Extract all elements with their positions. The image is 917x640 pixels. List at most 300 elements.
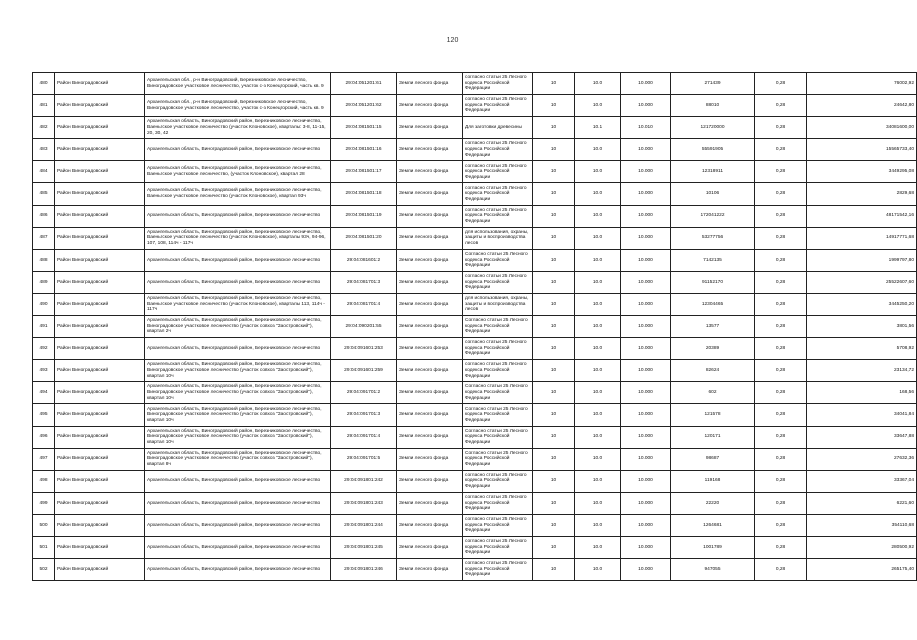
rate-cell: 0,28 [755,514,807,536]
row-number-cell: 498 [33,470,55,492]
rate-cell: 0,28 [755,293,807,315]
district-cell: Район Виноградовский [55,470,145,492]
coefficient-1-cell: 10 [533,227,575,249]
land-category-cell: Земли лесного фонда [397,205,463,227]
coefficient-3-cell: 10.000 [621,205,671,227]
address-cell: Архангельская область, Виноградовский район, Березниковское лесничество [145,249,331,271]
cadastral-number-cell: 29:04:051201:62 [331,95,397,117]
table-row [33,360,917,382]
rate-cell: 0,28 [755,249,807,271]
coefficient-3-cell: 10.000 [621,448,671,470]
district-cell: Район Виноградовский [55,426,145,448]
district-cell: Район Виноградовский [55,338,145,360]
district-cell: Район Виноградовский [55,205,145,227]
coefficient-2-cell: 10.0 [575,271,621,293]
address-cell: Архангельская область, Виноградовский район, Березниковское лесничество, Виноградовское участковое лесничество (участок совхоз "Заостровский"), квартал 10ч [145,426,331,448]
cadastral-value-cell: 34081600,00 [807,117,917,139]
area-sq-m-cell: 98687 [671,448,755,470]
cadastral-number-cell: 29:04:051201:61 [331,73,397,95]
table-row [33,183,917,205]
area-sq-m-cell: 120171 [671,426,755,448]
rate-cell: 0,28 [755,338,807,360]
page-number: 120 [446,37,459,44]
rate-cell: 0,28 [755,470,807,492]
coefficient-2-cell: 10.0 [575,249,621,271]
row-number-cell: 488 [33,249,55,271]
cadastral-value-cell: 5708,92 [807,338,917,360]
coefficient-2-cell: 10.0 [575,183,621,205]
land-registry-table [32,72,917,581]
address-cell: Архангельская область, Виноградовский район, Березниковское лесничество [145,338,331,360]
table-row [33,338,917,360]
cadastral-number-cell: 29:04:091801:244 [331,514,397,536]
cadastral-number-cell: 29:04:091701:4 [331,426,397,448]
area-sq-m-cell: 1001789 [671,536,755,558]
area-sq-m-cell: 55591905 [671,139,755,161]
area-sq-m-cell: 88010 [671,95,755,117]
coefficient-2-cell: 10.0 [575,139,621,161]
coefficient-2-cell: 10.0 [575,536,621,558]
cadastral-number-cell: 29:04:091601:259 [331,360,397,382]
cadastral-value-cell: 76002,92 [807,73,917,95]
coefficient-1-cell: 10 [533,205,575,227]
coefficient-1-cell: 10 [533,338,575,360]
coefficient-3-cell: 10.000 [621,559,671,581]
coefficient-3-cell: 10.000 [621,360,671,382]
coefficient-3-cell: 10.000 [621,382,671,404]
coefficient-2-cell: 10.0 [575,404,621,426]
cadastral-number-cell: 29:04:081701:4 [331,293,397,315]
cadastral-value-cell: 3445250,20 [807,293,917,315]
table-row [33,249,917,271]
district-cell: Район Виноградовский [55,514,145,536]
permitted-use-cell: согласно статьи 25 Лесного кодекса Российской Федерации [463,360,533,382]
address-cell: Архангельская область, Виноградовский район, Березниковское лесничество, Виноградовское участковое лесничество (участок совхоз "Заостровский"), квартал 10ч [145,360,331,382]
row-number-cell: 495 [33,404,55,426]
district-cell: Район Виноградовский [55,404,145,426]
row-number-cell: 500 [33,514,55,536]
land-category-cell: Земли лесного фонда [397,293,463,315]
permitted-use-cell: Согласно статьи 25 Лесного кодекса Российской Федерации [463,448,533,470]
district-cell: Район Виноградовский [55,227,145,249]
address-cell: Архангельская область, Виноградовский район, Березниковское лесничество [145,492,331,514]
area-sq-m-cell: 271439 [671,73,755,95]
rate-cell: 0,28 [755,316,807,338]
cadastral-number-cell: 29:04:081701:3 [331,271,397,293]
rate-cell: 0,28 [755,360,807,382]
cadastral-value-cell: 354110,68 [807,514,917,536]
land-category-cell: Земли лесного фонда [397,139,463,161]
cadastral-value-cell: 15565733,40 [807,139,917,161]
table-row [33,382,917,404]
cadastral-number-cell: 29:04:091701:5 [331,448,397,470]
coefficient-2-cell: 10.0 [575,316,621,338]
coefficient-1-cell: 10 [533,316,575,338]
rate-cell: 0,28 [755,95,807,117]
coefficient-3-cell: 10.000 [621,161,671,183]
coefficient-3-cell: 10.000 [621,249,671,271]
row-number-cell: 496 [33,426,55,448]
district-cell: Район Виноградовский [55,249,145,271]
land-category-cell: Земли лесного фонда [397,249,463,271]
permitted-use-cell: согласно статьи 25 Лесного кодекса Российской Федерации [463,271,533,293]
cadastral-number-cell: 29:04:091701:3 [331,404,397,426]
area-sq-m-cell: 121720000 [671,117,755,139]
permitted-use-cell: согласно статьи 25 Лесного кодекса Российской Федерации [463,73,533,95]
cadastral-value-cell: 48171542,16 [807,205,917,227]
row-number-cell: 481 [33,95,55,117]
coefficient-3-cell: 10.000 [621,492,671,514]
row-number-cell: 490 [33,293,55,315]
address-cell: Архангельская область, Виноградовский район, Березниковское лесничество, Ваеньгское участковое лесничество, (участок Клоновское), квартал 28 [145,161,331,183]
rate-cell: 0,28 [755,382,807,404]
table-row [33,293,917,315]
row-number-cell: 491 [33,316,55,338]
area-sq-m-cell: 602 [671,382,755,404]
cadastral-number-cell: 29:04:081501:17 [331,161,397,183]
district-cell: Район Виноградовский [55,559,145,581]
district-cell: Район Виноградовский [55,293,145,315]
area-sq-m-cell: 22220 [671,492,755,514]
coefficient-3-cell: 10.000 [621,227,671,249]
district-cell: Район Виноградовский [55,448,145,470]
cadastral-number-cell: 29:04:081501:15 [331,117,397,139]
coefficient-2-cell: 10.0 [575,205,621,227]
rate-cell: 0,28 [755,559,807,581]
coefficient-1-cell: 10 [533,382,575,404]
coefficient-1-cell: 10 [533,404,575,426]
row-number-cell: 499 [33,492,55,514]
permitted-use-cell: для использования, охраны, защиты и воспроизводства лесов [463,293,533,315]
coefficient-2-cell: 10.1 [575,117,621,139]
land-category-cell: Земли лесного фонда [397,338,463,360]
table-body [33,73,917,581]
area-sq-m-cell: 172041222 [671,205,755,227]
coefficient-2-cell: 10.0 [575,470,621,492]
table-row [33,536,917,558]
area-sq-m-cell: 12318911 [671,161,755,183]
permitted-use-cell: согласно статьи 25 Лесного кодекса Российской Федерации [463,183,533,205]
area-sq-m-cell: 53277756 [671,227,755,249]
land-category-cell: Земли лесного фонда [397,492,463,514]
permitted-use-cell: согласно статьи 25 Лесного кодекса Российской Федерации [463,95,533,117]
coefficient-1-cell: 10 [533,161,575,183]
area-sq-m-cell: 12304465 [671,293,755,315]
coefficient-3-cell: 10.000 [621,404,671,426]
coefficient-1-cell: 10 [533,536,575,558]
table-row [33,316,917,338]
area-sq-m-cell: 121578 [671,404,755,426]
coefficient-1-cell: 10 [533,139,575,161]
permitted-use-cell: согласно статьи 25 Лесного кодекса Российской Федерации [463,338,533,360]
cadastral-value-cell: 2829,68 [807,183,917,205]
row-number-cell: 497 [33,448,55,470]
land-category-cell: Земли лесного фонда [397,448,463,470]
address-cell: Архангельская область, Виноградовский район, Березниковское лесничество, Виноградовское участковое лесничество (участок совхоз "Заостровский"), квартал 8ч [145,448,331,470]
district-cell: Район Виноградовский [55,360,145,382]
coefficient-3-cell: 10.000 [621,316,671,338]
cadastral-value-cell: 3449295,08 [807,161,917,183]
coefficient-1-cell: 10 [533,183,575,205]
permitted-use-cell: согласно статьи 25 Лесного кодекса Российской Федерации [463,161,533,183]
cadastral-number-cell: 29:04:091801:242 [331,470,397,492]
land-category-cell: Земли лесного фонда [397,536,463,558]
land-category-cell: Земли лесного фонда [397,183,463,205]
table-row [33,514,917,536]
area-sq-m-cell: 10106 [671,183,755,205]
district-cell: Район Виноградовский [55,271,145,293]
cadastral-number-cell: 29:04:091801:243 [331,492,397,514]
row-number-cell: 501 [33,536,55,558]
row-number-cell: 480 [33,73,55,95]
table-row [33,227,917,249]
district-cell: Район Виноградовский [55,117,145,139]
district-cell: Район Виноградовский [55,73,145,95]
land-category-cell: Земли лесного фонда [397,470,463,492]
land-category-cell: Земли лесного фонда [397,227,463,249]
address-cell: Архангельская область, Виноградовский район, Березниковское лесничество, Ваеньгское участковое лесничество (участок Клоновское), кварталы 113, 114ч - 117ч [145,293,331,315]
permitted-use-cell: Согласно статьи 25 Лесного кодекса Российской Федерации [463,249,533,271]
cadastral-number-cell: 29:04:091701:2 [331,382,397,404]
permitted-use-cell: согласно статьи 25 Лесного кодекса Российской Федерации [463,470,533,492]
land-category-cell: Земли лесного фонда [397,514,463,536]
coefficient-2-cell: 10.0 [575,338,621,360]
coefficient-2-cell: 10.0 [575,559,621,581]
table-row [33,404,917,426]
table-row [33,161,917,183]
area-sq-m-cell: 20389 [671,338,755,360]
rate-cell: 0,28 [755,404,807,426]
permitted-use-cell: согласно статьи 25 Лесного кодекса Российской Федерации [463,559,533,581]
cadastral-value-cell: 14917771,68 [807,227,917,249]
district-cell: Район Виноградовский [55,382,145,404]
cadastral-number-cell: 29:04:091601:253 [331,338,397,360]
address-cell: Архангельская область, Виноградовский район, Березниковское лесничество [145,139,331,161]
address-cell: Архангельская область, Виноградовский район, Березниковское лесничество, Ваеньгское участковое лесничество (участок Клоновское), кварталы 93ч, 94-96, 107, 108, 114ч - 117ч [145,227,331,249]
land-category-cell: Земли лесного фонда [397,426,463,448]
row-number-cell: 487 [33,227,55,249]
table-row [33,448,917,470]
coefficient-2-cell: 10.0 [575,514,621,536]
coefficient-3-cell: 10.000 [621,293,671,315]
land-category-cell: Земли лесного фонда [397,559,463,581]
row-number-cell: 483 [33,139,55,161]
district-cell: Район Виноградовский [55,316,145,338]
row-number-cell: 484 [33,161,55,183]
coefficient-1-cell: 10 [533,492,575,514]
rate-cell: 0,28 [755,183,807,205]
coefficient-1-cell: 10 [533,95,575,117]
address-cell: Архангельская область, Виноградовский район, Березниковское лесничество, Виноградовское участковое лесничество (участок совхоз "Заостровский"), квартал 10ч [145,404,331,426]
area-sq-m-cell: 7142135 [671,249,755,271]
address-cell: Архангельская обл., р-н Виноградовский, Березниковское лесничество, Виноградовское участковое лесничество, участок с-з Конецгорский, часть кв. 9 [145,95,331,117]
area-sq-m-cell: 82624 [671,360,755,382]
rate-cell: 0,28 [755,448,807,470]
cadastral-value-cell: 6221,60 [807,492,917,514]
cadastral-value-cell: 280500,92 [807,536,917,558]
table-row [33,426,917,448]
cadastral-number-cell: 29:04:081501:19 [331,205,397,227]
coefficient-1-cell: 10 [533,448,575,470]
table-row [33,271,917,293]
coefficient-3-cell: 10.000 [621,183,671,205]
land-category-cell: Земли лесного фонда [397,161,463,183]
table-row [33,470,917,492]
cadastral-value-cell: 27632,36 [807,448,917,470]
coefficient-2-cell: 10.0 [575,382,621,404]
table-row [33,492,917,514]
cadastral-value-cell: 1999797,80 [807,249,917,271]
rate-cell: 0,28 [755,536,807,558]
permitted-use-cell: согласно статьи 25 Лесного кодекса Российской Федерации [463,205,533,227]
row-number-cell: 494 [33,382,55,404]
cadastral-value-cell: 24642,80 [807,95,917,117]
land-category-cell: Земли лесного фонда [397,271,463,293]
coefficient-3-cell: 10.000 [621,73,671,95]
coefficient-2-cell: 10.0 [575,227,621,249]
cadastral-value-cell: 25522607,60 [807,271,917,293]
address-cell: Архангельская область, Виноградовский район, Березниковское лесничество, Ваеньгское участковое лесничество (участок Клоновское), кварталы: 3-8, 11-15, 20, 30, 42 [145,117,331,139]
cadastral-value-cell: 168,56 [807,382,917,404]
address-cell: Архангельская область, Виноградовский район, Березниковское лесничество, Виноградовское участковое лесничество (участок совхоз "Заостровский"), квартал 2ч [145,316,331,338]
district-cell: Район Виноградовский [55,183,145,205]
coefficient-1-cell: 10 [533,470,575,492]
coefficient-2-cell: 10.0 [575,95,621,117]
cadastral-number-cell: 29:04:081501:18 [331,183,397,205]
address-cell: Архангельская область, Виноградовский район, Березниковское лесничество, Виноградовское участковое лесничество (участок совхоз "Заостровский"), квартал 10ч [145,382,331,404]
row-number-cell: 502 [33,559,55,581]
address-cell: Архангельская область, Виноградовский район, Березниковское лесничество [145,536,331,558]
row-number-cell: 485 [33,183,55,205]
rate-cell: 0,28 [755,227,807,249]
district-cell: Район Виноградовский [55,95,145,117]
coefficient-3-cell: 10.000 [621,95,671,117]
rate-cell: 0,28 [755,161,807,183]
district-cell: Район Виноградовский [55,161,145,183]
address-cell: Архангельская область, Виноградовский район, Березниковское лесничество [145,205,331,227]
coefficient-1-cell: 10 [533,293,575,315]
coefficient-3-cell: 10.000 [621,470,671,492]
cadastral-number-cell: 29:04:090201:55 [331,316,397,338]
permitted-use-cell: Для заготовки древесины [463,117,533,139]
land-category-cell: Земли лесного фонда [397,117,463,139]
area-sq-m-cell: 13577 [671,316,755,338]
cadastral-number-cell: 29:04:081501:20 [331,227,397,249]
coefficient-2-cell: 10.0 [575,293,621,315]
row-number-cell: 482 [33,117,55,139]
address-cell: Архангельская область, Виноградовский район, Березниковское лесничество [145,470,331,492]
coefficient-3-cell: 10.000 [621,536,671,558]
coefficient-3-cell: 10.000 [621,514,671,536]
coefficient-1-cell: 10 [533,249,575,271]
coefficient-1-cell: 10 [533,117,575,139]
rate-cell: 0,28 [755,139,807,161]
cadastral-value-cell: 265175,40 [807,559,917,581]
cadastral-number-cell: 29:04:081601:2 [331,249,397,271]
table-row [33,559,917,581]
table-row [33,117,917,139]
rate-cell: 0,28 [755,492,807,514]
cadastral-value-cell: 34041,84 [807,404,917,426]
table-row [33,95,917,117]
coefficient-2-cell: 10.0 [575,360,621,382]
cadastral-value-cell: 33647,88 [807,426,917,448]
cadastral-value-cell: 33367,04 [807,470,917,492]
address-cell: Архангельская область, Виноградовский район, Березниковское лесничество, Ваеньгское участковое лесничество (участок Клоновское), квартал 93ч [145,183,331,205]
cadastral-number-cell: 29:04:081501:16 [331,139,397,161]
district-cell: Район Виноградовский [55,536,145,558]
area-sq-m-cell: 1264681 [671,514,755,536]
coefficient-3-cell: 10.000 [621,426,671,448]
cadastral-value-cell: 23134,72 [807,360,917,382]
permitted-use-cell: согласно статьи 25 Лесного кодекса Российской Федерации [463,514,533,536]
land-category-cell: Земли лесного фонда [397,360,463,382]
permitted-use-cell: Согласно статьи 25 Лесного кодекса Российской Федерации [463,316,533,338]
district-cell: Район Виноградовский [55,492,145,514]
area-sq-m-cell: 119168 [671,470,755,492]
land-category-cell: Земли лесного фонда [397,73,463,95]
coefficient-1-cell: 10 [533,73,575,95]
rate-cell: 0,28 [755,426,807,448]
table-row [33,73,917,95]
rate-cell: 0,28 [755,117,807,139]
permitted-use-cell: согласно статьи 25 Лесного кодекса Российской Федерации [463,492,533,514]
coefficient-2-cell: 10.0 [575,73,621,95]
rate-cell: 0,28 [755,73,807,95]
address-cell: Архангельская обл., р-н Виноградовский, Березниковское лесничество, Виноградовское участковое лесничество, участок с-з Конецгорский, часть кв. 9 [145,73,331,95]
address-cell: Архангельская область, Виноградовский район, Березниковское лесничество [145,514,331,536]
row-number-cell: 486 [33,205,55,227]
land-category-cell: Земли лесного фонда [397,382,463,404]
coefficient-2-cell: 10.0 [575,448,621,470]
permitted-use-cell: согласно статьи 25 Лесного кодекса Российской Федерации [463,536,533,558]
row-number-cell: 492 [33,338,55,360]
cadastral-number-cell: 29:04:091801:245 [331,536,397,558]
coefficient-1-cell: 10 [533,271,575,293]
coefficient-1-cell: 10 [533,514,575,536]
coefficient-2-cell: 10.0 [575,161,621,183]
coefficient-1-cell: 10 [533,559,575,581]
table-row [33,205,917,227]
coefficient-3-cell: 10.000 [621,139,671,161]
cadastral-number-cell: 29:04:091801:246 [331,559,397,581]
rate-cell: 0,28 [755,205,807,227]
area-sq-m-cell: 91152170 [671,271,755,293]
permitted-use-cell: для использования, охраны, защиты и воспроизводства лесов [463,227,533,249]
permitted-use-cell: согласно статьи 25 Лесного кодекса Российской Федерации [463,139,533,161]
cadastral-value-cell: 3801,56 [807,316,917,338]
land-category-cell: Земли лесного фонда [397,404,463,426]
coefficient-2-cell: 10.0 [575,492,621,514]
table-row [33,139,917,161]
coefficient-1-cell: 10 [533,426,575,448]
permitted-use-cell: Согласно статьи 25 Лесного кодекса Российской Федерации [463,426,533,448]
permitted-use-cell: Согласно статьи 25 Лесного кодекса Российской Федерации [463,404,533,426]
address-cell: Архангельская область, Виноградовский район, Березниковское лесничество [145,271,331,293]
land-category-cell: Земли лесного фонда [397,316,463,338]
address-cell: Архангельская область, Виноградовский район, Березниковское лесничество [145,559,331,581]
rate-cell: 0,28 [755,271,807,293]
row-number-cell: 493 [33,360,55,382]
coefficient-2-cell: 10.0 [575,426,621,448]
area-sq-m-cell: 947055 [671,559,755,581]
row-number-cell: 489 [33,271,55,293]
coefficient-1-cell: 10 [533,360,575,382]
land-category-cell: Земли лесного фонда [397,95,463,117]
coefficient-3-cell: 10.000 [621,271,671,293]
coefficient-3-cell: 10.010 [621,117,671,139]
district-cell: Район Виноградовский [55,139,145,161]
